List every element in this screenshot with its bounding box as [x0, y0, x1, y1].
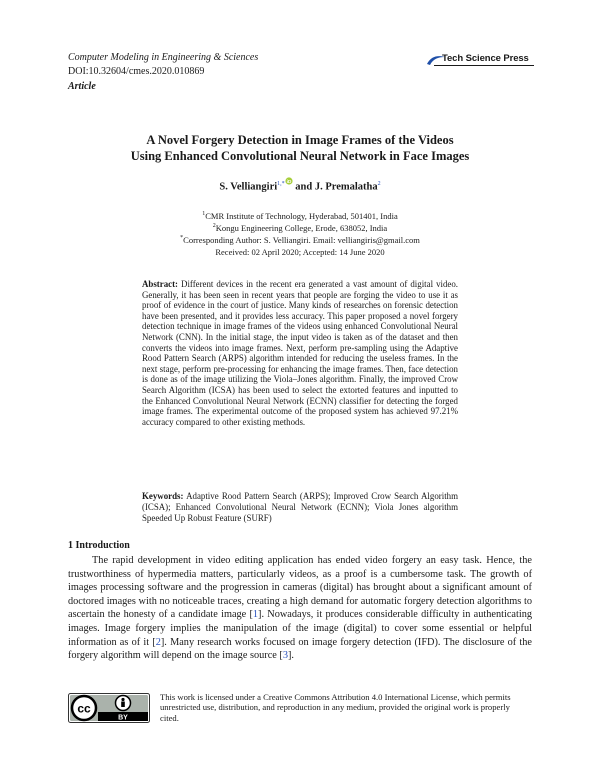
received-accepted-dates: Received: 02 April 2020; Accepted: 14 June 2020: [215, 247, 385, 257]
affiliation-1-text: CMR Institute of Technology, Hyderabad, 501401, India: [205, 211, 398, 221]
cc-label: cc: [77, 701, 91, 716]
citation-link-3[interactable]: 3: [282, 650, 288, 662]
abstract-text: Different devices in the recent era generated a vast amount of digital video. Generally, it has been seen in recent years that people are forging the video to use it as proof of evidence in the court of justice. Many kinds of researches on forensic detection have been presented, and it provides less accuracy. This paper proposed a novel forgery detection technique in image frames of the videos using enhanced Convolutional Neural Network (CNN). In the initial stage, the input video is taken as of the dataset and then converts the videos into image frames. Next, perform pre-sampling using the Adaptive Rood Pattern Search (ARPS) algorithm intended for reducing the useless frames. In the next stage, perform pre-processing for enhancing the image frames. Then, face detection is done as of the image utilizing the Viola–Jones algorithm. Finally, the improved Crow Search Algorithm (ICSA) has been used to select the extorted features and inputted to the Enhanced Convolutional Neural Network (ECNN) classifier for detecting the forged image frames. The experimental outcome of the proposed system has achieved 97.21% accuracy compared to other existing methods.: [142, 279, 459, 427]
affiliation-1: [60, 211, 540, 221]
affiliation-2: [60, 223, 540, 233]
citation-link-2[interactable]: 2: [155, 636, 161, 648]
author-2[interactable]: J. Premalatha: [314, 181, 378, 193]
corresponding-author: [60, 235, 540, 245]
journal-name: Computer Modeling in Engineering & Sciences: [68, 52, 259, 63]
introduction-paragraph: [68, 554, 532, 663]
intro-text-1: The rapid development in video editing application has ended video forgery an easy task. Hence, the trustworthiness of hypermedia matters, particularly videos, as a proof is a cumbersome task. The growth of images processing software and the progression in cameras (digital) has brought about a significant amount of doctored images with no noticeable traces, creating a high demand for automatic forgery detection algorithms to ascertain the honesty of a candidate image [: [68, 555, 532, 621]
author-1[interactable]: S. Velliangiri: [219, 181, 278, 193]
publisher-name: Tech Science Press: [442, 53, 529, 64]
author-separator: and: [292, 181, 315, 193]
citation-link-1[interactable]: 1: [252, 609, 259, 621]
intro-text-3: ]. Many research works focused on image forgery detection (IFD). The disclosure of the forgery algorithm will depend on the image source [: [68, 636, 533, 662]
cc-by-license-icon[interactable]: [68, 693, 150, 723]
affiliation-2-mark: 2: [212, 223, 216, 230]
publisher-rule: [434, 65, 534, 66]
section-heading-introduction: 1 Introduction: [68, 540, 130, 551]
publisher-logo: [426, 53, 536, 68]
keywords-label: Keywords:: [142, 491, 184, 501]
corresponding-mark: *: [180, 235, 184, 242]
doi: DOI:10.32604/cmes.2020.010869: [68, 66, 205, 77]
author-line: [60, 177, 540, 193]
orcid-icon[interactable]: [285, 177, 293, 185]
abstract-label: Abstract:: [142, 279, 178, 289]
author-2-marks: 2: [377, 181, 381, 187]
paper-title-line2: Using Enhanced Convolutional Neural Network in Face Images: [130, 149, 470, 163]
intro-text-2: ]. Nowadays, it produces considerable difficulty in authenticating images. Image forgery implies the manipulation of the image (digital) to cover some essential or helpful information as of it [: [68, 609, 532, 648]
paper-title-line1: A Novel Forgery Detection in Image Frames of the Videos: [146, 133, 454, 147]
corresponding-text: Corresponding Author: S. Velliangiri. Email: velliangiris@gmail.com: [183, 235, 420, 245]
svg-text:iD: iD: [286, 180, 292, 185]
keywords-text: Adaptive Rood Pattern Search (ARPS); Improved Crow Search Algorithm (ICSA); Enhanced Convolutional Neural Network (ECNN); Viola Jones algorithm Speeded Up Robust Feature (SURF): [142, 491, 458, 524]
keywords: [142, 491, 458, 525]
intro-text-4: ].: [288, 650, 295, 662]
abstract: [142, 279, 458, 427]
license-text: This work is licensed under a Creative Commons Attribution 4.0 International License, which permits unrestricted use, distribution, and reproduction in any medium, provided the original work is properly cited.: [160, 692, 511, 723]
by-label: BY: [118, 714, 128, 722]
author-1-marks: 1,*: [277, 181, 285, 187]
affiliation-2-text: Kongu Engineering College, Erode, 638052, India: [215, 223, 388, 233]
affiliation-1-mark: 1: [202, 211, 206, 218]
article-type: Article: [68, 81, 96, 92]
